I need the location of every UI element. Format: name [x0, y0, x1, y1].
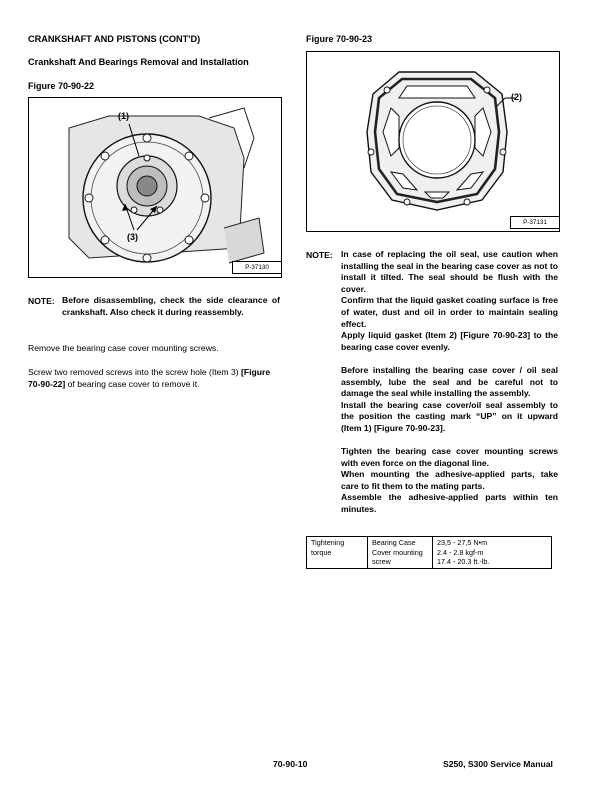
- torque-part-line-3: screw: [372, 557, 391, 566]
- paragraph-screw-holes-text-a: Screw two removed screws into the screw hole (Item 3): [28, 367, 242, 377]
- note-text-left: Before disassembling, check the side clearance of crankshaft. Also check it during reassembly.: [62, 295, 280, 317]
- note-label-right: NOTE:: [306, 250, 333, 260]
- figure-70-90-23: [306, 51, 560, 232]
- torque-value-kgfm: 2.4 - 2.8 kgf-m: [437, 547, 484, 557]
- note-line-lube-seal: Before installing the bearing case cover / oil seal assembly, lube the seal and be careful not to damage the seal while installing the assembly.: [341, 364, 558, 399]
- figure-caption-right: Figure 70-90-23: [306, 34, 373, 44]
- paragraph-screw-holes: [28, 367, 282, 390]
- section-title: CRANKSHAFT AND PISTONS (CONT'D): [28, 34, 201, 44]
- bearing-case-cover-illustration: [307, 52, 559, 231]
- figure-code-right: P-37131: [510, 216, 560, 229]
- paragraph-screw-holes-text-b: of bearing case cover to remove it.: [65, 378, 200, 389]
- note-line-casting-mark: Install the bearing case cover/oil seal assembly to the position the casting mark “UP” on it upward (Item 1) [Figure 70-90-23].: [341, 399, 558, 433]
- torque-label-line-1: Tightening: [311, 538, 345, 547]
- manual-title: S250, S300 Service Manual: [443, 759, 553, 769]
- callout-3: (3): [127, 232, 138, 242]
- torque-part-line-2: Cover mounting: [372, 547, 423, 557]
- page-number: 70-90-10: [273, 759, 308, 769]
- figure-reference-22: [Figure 70-90-22]: [28, 367, 271, 389]
- paragraph-remove-screws: Remove the bearing case cover mounting screws.: [28, 343, 219, 353]
- torque-part-line-1: Bearing Case: [372, 538, 416, 547]
- note-line-gasket-surface: Confirm that the liquid gasket coating surface is free of water, dust and oil in order to maintain sealing effect.: [341, 295, 558, 329]
- crankshaft-illustration: [29, 98, 281, 277]
- figure-caption-left: Figure 70-90-22: [28, 81, 95, 91]
- note-line-mating-parts: When mounting the adhesive-applied parts, take care to fit them to the mating parts.: [341, 469, 558, 491]
- torque-label-line-2: torque: [311, 547, 332, 557]
- note-line-ten-minutes: Assemble the adhesive-applied parts within ten minutes.: [341, 492, 558, 515]
- note-line-seal-install: In case of replacing the oil seal, use caution when installing the seal in the bearing case cover as not to install it tilted. The seal should be flush with the cover.: [341, 249, 558, 294]
- table-row: [307, 537, 552, 569]
- callout-1: (1): [118, 111, 129, 121]
- torque-label-cell: [307, 537, 368, 569]
- torque-table: [306, 536, 552, 569]
- figure-code-left: P-37130: [232, 261, 282, 274]
- figure-70-90-22: [28, 97, 282, 278]
- torque-value-ftlb: 17.4 - 20.3 ft.-lb.: [437, 557, 490, 566]
- torque-value-cell: [433, 537, 552, 569]
- note-line-apply-gasket: Apply liquid gasket (Item 2) [Figure 70-90-23] to the bearing case cover evenly.: [341, 330, 558, 352]
- subsection-title: Crankshaft And Bearings Removal and Installation: [28, 57, 249, 67]
- callout-2: (2): [511, 92, 522, 102]
- note-label-left: NOTE:: [28, 296, 55, 306]
- torque-value-nm: 23,5 - 27,5 N•m: [437, 538, 488, 547]
- note-block-right: [341, 249, 558, 516]
- torque-part-cell: [368, 537, 433, 569]
- note-line-tighten-screws: Tighten the bearing case cover mounting screws with even force on the diagonal line.: [341, 446, 558, 468]
